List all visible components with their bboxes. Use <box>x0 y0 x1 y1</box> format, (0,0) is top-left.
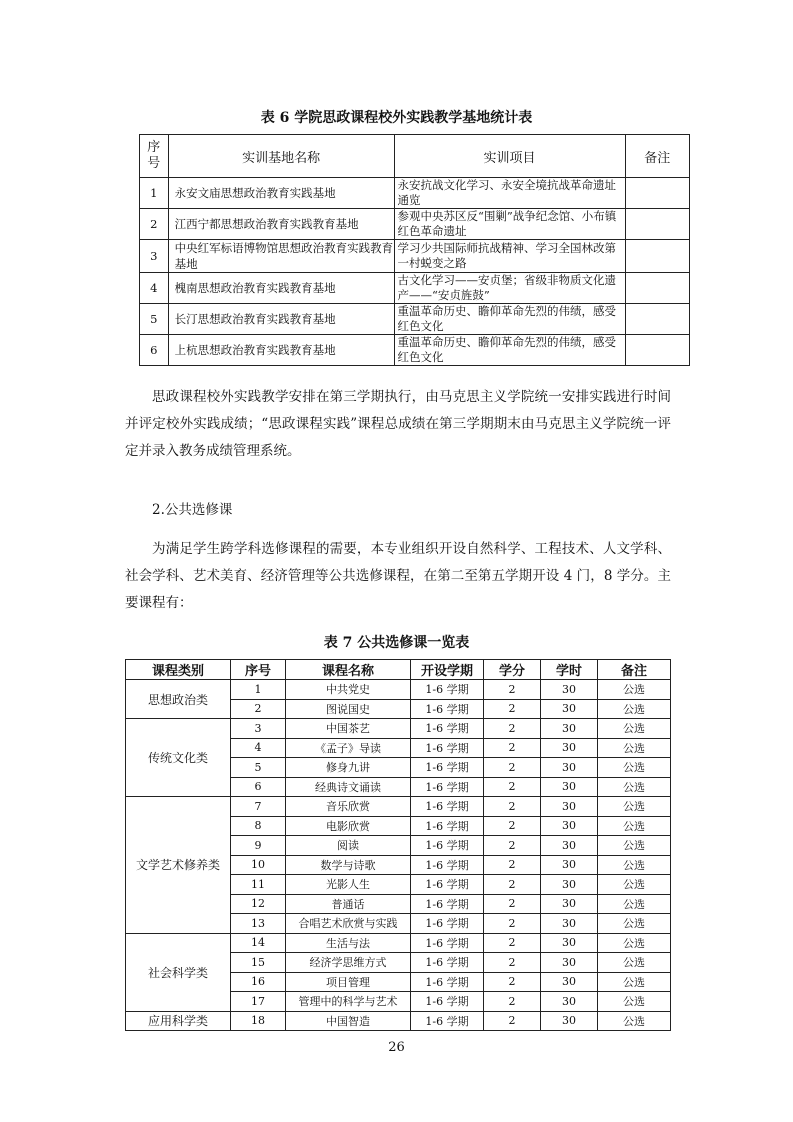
row-number-cell: 15 <box>231 953 286 973</box>
course-name-cell: 《孟子》导读 <box>286 738 411 758</box>
course-name-cell: 经典诗文诵读 <box>286 777 411 797</box>
hours-cell: 30 <box>541 836 598 856</box>
note-cell <box>625 304 689 335</box>
note-cell: 公选 <box>598 933 671 953</box>
hours-cell: 30 <box>541 758 598 778</box>
course-name-cell: 电影欣赏 <box>286 816 411 836</box>
note-cell: 公选 <box>598 777 671 797</box>
term-cell: 1-6 学期 <box>411 992 484 1012</box>
term-cell: 1-6 学期 <box>411 894 484 914</box>
row-number-cell: 2 <box>231 699 286 719</box>
note-cell: 公选 <box>598 953 671 973</box>
term-cell: 1-6 学期 <box>411 836 484 856</box>
note-cell: 公选 <box>598 836 671 856</box>
elective-course-table <box>125 659 671 1031</box>
header-base-name: 实训基地名称 <box>168 135 394 178</box>
hours-cell: 30 <box>541 719 598 739</box>
note-cell <box>625 209 689 240</box>
credit-cell: 2 <box>484 719 541 739</box>
table6-caption: 表 6 学院思政课程校外实践教学基地统计表 <box>260 110 533 126</box>
category-cell: 文学艺术修养类 <box>126 797 231 934</box>
row-number-cell: 6 <box>231 777 286 797</box>
course-name-cell: 普通话 <box>286 894 411 914</box>
header-credit: 学分 <box>484 660 541 680</box>
project-cell: 永安抗战文化学习、永安全境抗战革命遗址通览 <box>394 178 625 209</box>
table-row <box>126 1011 671 1031</box>
row-number-cell: 10 <box>231 855 286 875</box>
hours-cell: 30 <box>541 816 598 836</box>
course-name-cell: 经济学思维方式 <box>286 953 411 973</box>
course-name-cell: 阅读 <box>286 836 411 856</box>
note-cell: 公选 <box>598 816 671 836</box>
hours-cell: 30 <box>541 894 598 914</box>
category-cell: 传统文化类 <box>126 719 231 797</box>
header-note: 备注 <box>598 660 671 680</box>
row-number-cell: 1 <box>231 680 286 700</box>
term-cell: 1-6 学期 <box>411 855 484 875</box>
hours-cell: 30 <box>541 914 598 934</box>
term-cell: 1-6 学期 <box>411 933 484 953</box>
hours-cell: 30 <box>541 797 598 817</box>
paragraph-electives: 为满足学生跨学科选修课程的需要，本专业组织开设自然科学、工程技术、人文学科、社会学科、艺术美育、经济管理等公共选修课程，在第二至第五学期开设 4 门，8 学分。主要课程有： <box>125 541 671 611</box>
note-cell <box>625 273 689 304</box>
header-hours: 学时 <box>541 660 598 680</box>
practice-base-table <box>139 134 690 366</box>
hours-cell: 30 <box>541 777 598 797</box>
term-cell: 1-6 学期 <box>411 914 484 934</box>
project-cell: 学习少共国际师抗战精神、学习全国林改第一村蜕变之路 <box>394 240 625 273</box>
table-row <box>126 933 671 953</box>
course-name-cell: 项目管理 <box>286 972 411 992</box>
category-cell: 思想政治类 <box>126 680 231 719</box>
note-cell: 公选 <box>598 875 671 895</box>
term-cell: 1-6 学期 <box>411 699 484 719</box>
term-cell: 1-6 学期 <box>411 719 484 739</box>
course-name-cell: 修身九讲 <box>286 758 411 778</box>
course-name-cell: 管理中的科学与艺术 <box>286 992 411 1012</box>
hours-cell: 30 <box>541 992 598 1012</box>
note-cell: 公选 <box>598 719 671 739</box>
row-number-cell: 9 <box>231 836 286 856</box>
term-cell: 1-6 学期 <box>411 777 484 797</box>
term-cell: 1-6 学期 <box>411 875 484 895</box>
credit-cell: 2 <box>484 953 541 973</box>
hours-cell: 30 <box>541 680 598 700</box>
row-number-cell: 3 <box>231 719 286 739</box>
table-row <box>140 335 690 366</box>
term-cell: 1-6 学期 <box>411 758 484 778</box>
table-row <box>126 719 671 739</box>
credit-cell: 2 <box>484 738 541 758</box>
row-number-cell: 13 <box>231 914 286 934</box>
term-cell: 1-6 学期 <box>411 1011 484 1031</box>
course-name-cell: 中国茶艺 <box>286 719 411 739</box>
credit-cell: 2 <box>484 777 541 797</box>
note-cell <box>625 178 689 209</box>
base-name-cell: 永安文庙思想政治教育实践基地 <box>168 178 394 209</box>
table-header-row <box>140 135 690 178</box>
table-row <box>140 240 690 273</box>
hours-cell: 30 <box>541 972 598 992</box>
row-number-cell: 4 <box>140 273 169 304</box>
course-name-cell: 中国智造 <box>286 1011 411 1031</box>
row-number-cell: 12 <box>231 894 286 914</box>
category-cell: 应用科学类 <box>126 1011 231 1031</box>
header-project: 实训项目 <box>394 135 625 178</box>
credit-cell: 2 <box>484 758 541 778</box>
note-cell: 公选 <box>598 1011 671 1031</box>
table-row <box>126 797 671 817</box>
table-row <box>140 273 690 304</box>
note-cell: 公选 <box>598 738 671 758</box>
header-category: 课程类别 <box>126 660 231 680</box>
section-heading-electives: 2.公共选修课 <box>152 502 233 518</box>
hours-cell: 30 <box>541 699 598 719</box>
course-name-cell: 生活与法 <box>286 933 411 953</box>
credit-cell: 2 <box>484 992 541 1012</box>
table-row <box>140 209 690 240</box>
project-cell: 重温革命历史、瞻仰革命先烈的伟绩，感受红色文化 <box>394 335 625 366</box>
credit-cell: 2 <box>484 875 541 895</box>
note-cell: 公选 <box>598 758 671 778</box>
header-term: 开设学期 <box>411 660 484 680</box>
course-name-cell: 数学与诗歌 <box>286 855 411 875</box>
note-cell: 公选 <box>598 680 671 700</box>
note-cell <box>625 335 689 366</box>
header-note: 备注 <box>625 135 689 178</box>
header-no: 序号 <box>140 135 169 178</box>
row-number-cell: 1 <box>140 178 169 209</box>
table7-caption: 表 7 公共选修课一览表 <box>323 635 470 651</box>
hours-cell: 30 <box>541 933 598 953</box>
row-number-cell: 4 <box>231 738 286 758</box>
credit-cell: 2 <box>484 680 541 700</box>
credit-cell: 2 <box>484 855 541 875</box>
row-number-cell: 14 <box>231 933 286 953</box>
row-number-cell: 18 <box>231 1011 286 1031</box>
row-number-cell: 2 <box>140 209 169 240</box>
project-cell: 重温革命历史、瞻仰革命先烈的伟绩，感受红色文化 <box>394 304 625 335</box>
row-number-cell: 16 <box>231 972 286 992</box>
credit-cell: 2 <box>484 972 541 992</box>
table-row <box>126 680 671 700</box>
course-name-cell: 中共党史 <box>286 680 411 700</box>
row-number-cell: 5 <box>231 758 286 778</box>
credit-cell: 2 <box>484 797 541 817</box>
credit-cell: 2 <box>484 1011 541 1031</box>
paragraph-practice: 思政课程校外实践教学安排在第三学期执行，由马克思主义学院统一安排实践进行时间并评定校外实践成绩；“思政课程实践”课程总成绩在第三学期期末由马克思主义学院统一评定并录入教务成绩管理系统。 <box>125 389 671 459</box>
note-cell: 公选 <box>598 855 671 875</box>
base-name-cell: 长汀思想政治教育实践教育基地 <box>168 304 394 335</box>
hours-cell: 30 <box>541 855 598 875</box>
header-no: 序号 <box>231 660 286 680</box>
note-cell: 公选 <box>598 914 671 934</box>
hours-cell: 30 <box>541 953 598 973</box>
credit-cell: 2 <box>484 699 541 719</box>
note-cell: 公选 <box>598 972 671 992</box>
row-number-cell: 17 <box>231 992 286 1012</box>
row-number-cell: 7 <box>231 797 286 817</box>
base-name-cell: 槐南思想政治教育实践教育基地 <box>168 273 394 304</box>
hours-cell: 30 <box>541 738 598 758</box>
base-name-cell: 上杭思想政治教育实践教育基地 <box>168 335 394 366</box>
credit-cell: 2 <box>484 816 541 836</box>
term-cell: 1-6 学期 <box>411 953 484 973</box>
row-number-cell: 5 <box>140 304 169 335</box>
note-cell: 公选 <box>598 797 671 817</box>
project-cell: 参观中央苏区反“围剿”战争纪念馆、小布镇红色革命遗址 <box>394 209 625 240</box>
term-cell: 1-6 学期 <box>411 797 484 817</box>
course-name-cell: 音乐欣赏 <box>286 797 411 817</box>
course-name-cell: 合唱艺术欣赏与实践 <box>286 914 411 934</box>
credit-cell: 2 <box>484 933 541 953</box>
table-row <box>140 178 690 209</box>
term-cell: 1-6 学期 <box>411 816 484 836</box>
course-name-cell: 图说国史 <box>286 699 411 719</box>
base-name-cell: 江西宁都思想政治教育实践教育基地 <box>168 209 394 240</box>
category-cell: 社会科学类 <box>126 933 231 1011</box>
hours-cell: 30 <box>541 1011 598 1031</box>
credit-cell: 2 <box>484 914 541 934</box>
term-cell: 1-6 学期 <box>411 738 484 758</box>
course-name-cell: 光影人生 <box>286 875 411 895</box>
note-cell: 公选 <box>598 894 671 914</box>
base-name-cell: 中央红军标语博物馆思想政治教育实践教育基地 <box>168 240 394 273</box>
table-row <box>140 304 690 335</box>
page-number: 26 <box>388 1040 405 1055</box>
row-number-cell: 8 <box>231 816 286 836</box>
credit-cell: 2 <box>484 836 541 856</box>
row-number-cell: 6 <box>140 335 169 366</box>
note-cell <box>625 240 689 273</box>
term-cell: 1-6 学期 <box>411 680 484 700</box>
note-cell: 公选 <box>598 992 671 1012</box>
credit-cell: 2 <box>484 894 541 914</box>
hours-cell: 30 <box>541 875 598 895</box>
header-course: 课程名称 <box>286 660 411 680</box>
note-cell: 公选 <box>598 699 671 719</box>
row-number-cell: 3 <box>140 240 169 273</box>
table-header-row <box>126 660 671 680</box>
project-cell: 古文化学习——安贞堡；省级非物质文化遗产——“安贞旌鼓” <box>394 273 625 304</box>
row-number-cell: 11 <box>231 875 286 895</box>
term-cell: 1-6 学期 <box>411 972 484 992</box>
